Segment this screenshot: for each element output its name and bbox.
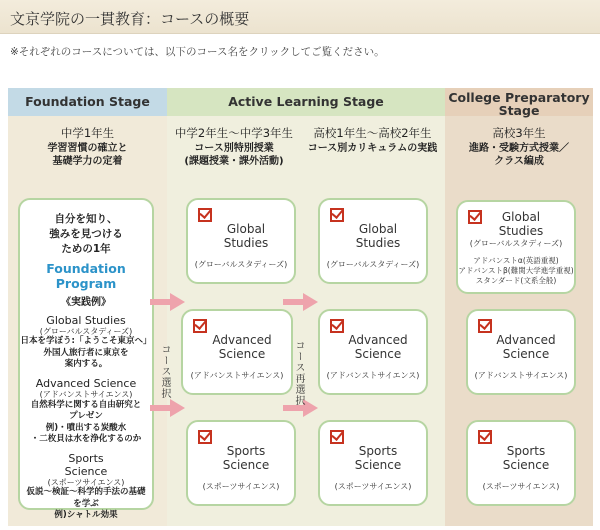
course-name: Science xyxy=(64,464,108,478)
foundation-stage-header: Foundation Stage xyxy=(8,88,167,116)
course-kana: (グローバルスタディーズ) xyxy=(326,260,420,269)
course-card-sports-hs[interactable] xyxy=(318,420,428,506)
grade-desc: 基礎学力の定着 xyxy=(52,156,123,168)
course-name: Global Studies xyxy=(498,210,544,239)
course-name: Global Studies xyxy=(46,313,126,327)
course-name: Global Studies xyxy=(355,222,401,251)
course-name: Advanced Science xyxy=(496,333,556,362)
course-kana: (アドバンストサイエンス) xyxy=(190,371,284,380)
course-name: Advanced Science xyxy=(35,376,137,390)
course-reselect-label: コース再選択 xyxy=(293,340,304,406)
grade-desc: (課題授業・課外活動) xyxy=(184,156,284,168)
check-icon xyxy=(478,430,492,444)
desc-line: 外国人旅行者に東京を xyxy=(43,347,129,358)
grade-desc: クラス編成 xyxy=(494,156,544,168)
course-select-label: コース選択 xyxy=(159,344,170,399)
grade-header-hs1-2 xyxy=(300,126,445,155)
grade-label: 中学1年生 xyxy=(60,126,115,140)
course-name: Sports xyxy=(68,451,104,465)
desc-line: 例)・噴出する炭酸水 xyxy=(45,422,127,433)
course-card-advanced-jh[interactable] xyxy=(181,309,293,395)
course-name: Sports Science xyxy=(354,444,402,473)
class-option: アドバンストβ(難関大学進学重視) xyxy=(458,266,574,276)
course-card-sports-hs3[interactable] xyxy=(466,420,576,506)
desc-line: 自然科学に関する自由研究と xyxy=(30,399,142,410)
foundation-program-card xyxy=(18,198,154,521)
desc-line: プレゼン xyxy=(69,411,103,422)
course-name: Advanced Science xyxy=(212,333,272,362)
class-option: アドバンストα(英語重視) xyxy=(473,256,559,265)
example-label: 《実践例》 xyxy=(61,296,111,308)
grade-desc: コース別カリキュラムの実践 xyxy=(307,142,438,154)
grade-header-hs3 xyxy=(445,126,593,169)
course-desc xyxy=(20,400,152,446)
grade-label: 高校1年生〜高校2年生 xyxy=(313,126,432,140)
hs3-class-options xyxy=(458,256,574,286)
grade-header-jh2-3 xyxy=(168,126,300,169)
example-sports-science xyxy=(20,452,152,522)
grade-label: 高校3年生 xyxy=(492,126,546,140)
course-kana: (アドバンストサイエンス) xyxy=(326,371,420,380)
college-stage-label: College Preparatory Stage xyxy=(448,89,590,118)
intro-line: 自分を知り、 xyxy=(54,213,118,225)
grade-desc: 進路・受験方式授業／ xyxy=(469,142,569,154)
course-kana: (スポーツサイエンス) xyxy=(334,482,412,491)
check-icon xyxy=(193,319,207,333)
course-name: Global Studies xyxy=(223,222,269,251)
desc-line: 日本を学ぼう:「ようこそ東京へ」 xyxy=(20,336,152,347)
course-name: Advanced Science xyxy=(348,333,408,362)
course-kana: (アドバンストサイエンス) xyxy=(39,390,133,400)
course-card-global-hs[interactable] xyxy=(318,198,428,284)
grade-label: 中学2年生〜中学3年生 xyxy=(174,126,294,140)
course-kana: (グローバルスタディーズ) xyxy=(194,260,288,269)
course-kana: (スポーツサイエンス) xyxy=(202,482,280,491)
course-kana: (スポーツサイエンス) xyxy=(482,482,560,491)
desc-line: を学ぶ xyxy=(73,498,99,509)
program-intro xyxy=(20,212,152,258)
course-card-advanced-hs3[interactable] xyxy=(466,309,576,395)
instruction-note: ※それぞれのコースについては、以下のコース名をクリックしてご覧ください。 xyxy=(10,46,385,58)
class-option: スタンダード(文系全般) xyxy=(475,276,557,286)
intro-line: ための1年 xyxy=(61,243,111,256)
active-stage-header: Active Learning Stage xyxy=(167,88,445,116)
desc-line: ・二枚貝は水を浄化するのか xyxy=(30,434,142,445)
foundation-program-title: Foundation Program xyxy=(46,260,126,291)
check-icon xyxy=(198,208,212,222)
example-global-studies xyxy=(20,314,152,371)
grade-desc: コース別特別授業 xyxy=(194,142,274,154)
course-desc xyxy=(20,487,152,521)
desc-line: 仮説〜検証〜科学的手法の基礎 xyxy=(26,487,146,498)
check-icon xyxy=(198,430,212,444)
example-advanced-science xyxy=(20,377,152,446)
course-card-global-jh[interactable] xyxy=(186,198,296,284)
course-kana: (グローバルスタディーズ) xyxy=(469,239,563,248)
check-icon xyxy=(330,208,344,222)
check-icon xyxy=(330,430,344,444)
check-icon xyxy=(330,319,344,333)
arrow-right-icon xyxy=(283,292,319,312)
course-desc xyxy=(20,336,152,370)
course-kana: (アドバンストサイエンス) xyxy=(474,371,568,380)
college-stage-header xyxy=(445,88,593,116)
course-card-global-hs3[interactable] xyxy=(456,200,576,294)
course-name: Sports Science xyxy=(222,444,270,473)
course-kana: (スポーツサイエンス) xyxy=(47,477,125,487)
course-card-advanced-hs[interactable] xyxy=(318,309,428,395)
course-kana: (グローバルスタディーズ) xyxy=(39,326,133,336)
check-icon xyxy=(478,319,492,333)
course-name: Sports Science xyxy=(502,444,550,473)
grade-header-jh1 xyxy=(8,126,167,169)
intro-line: 強みを見つける xyxy=(49,228,123,241)
desc-line: 案内する。 xyxy=(64,359,108,370)
arrow-right-icon xyxy=(150,398,186,418)
desc-line: 例)シャトル効果 xyxy=(54,510,118,521)
page-title: 文京学院の一貫教育：コースの概要 xyxy=(10,10,250,28)
arrow-right-icon xyxy=(150,292,186,312)
course-card-sports-jh[interactable] xyxy=(186,420,296,506)
grade-desc: 学習習慣の確立と xyxy=(47,142,128,154)
